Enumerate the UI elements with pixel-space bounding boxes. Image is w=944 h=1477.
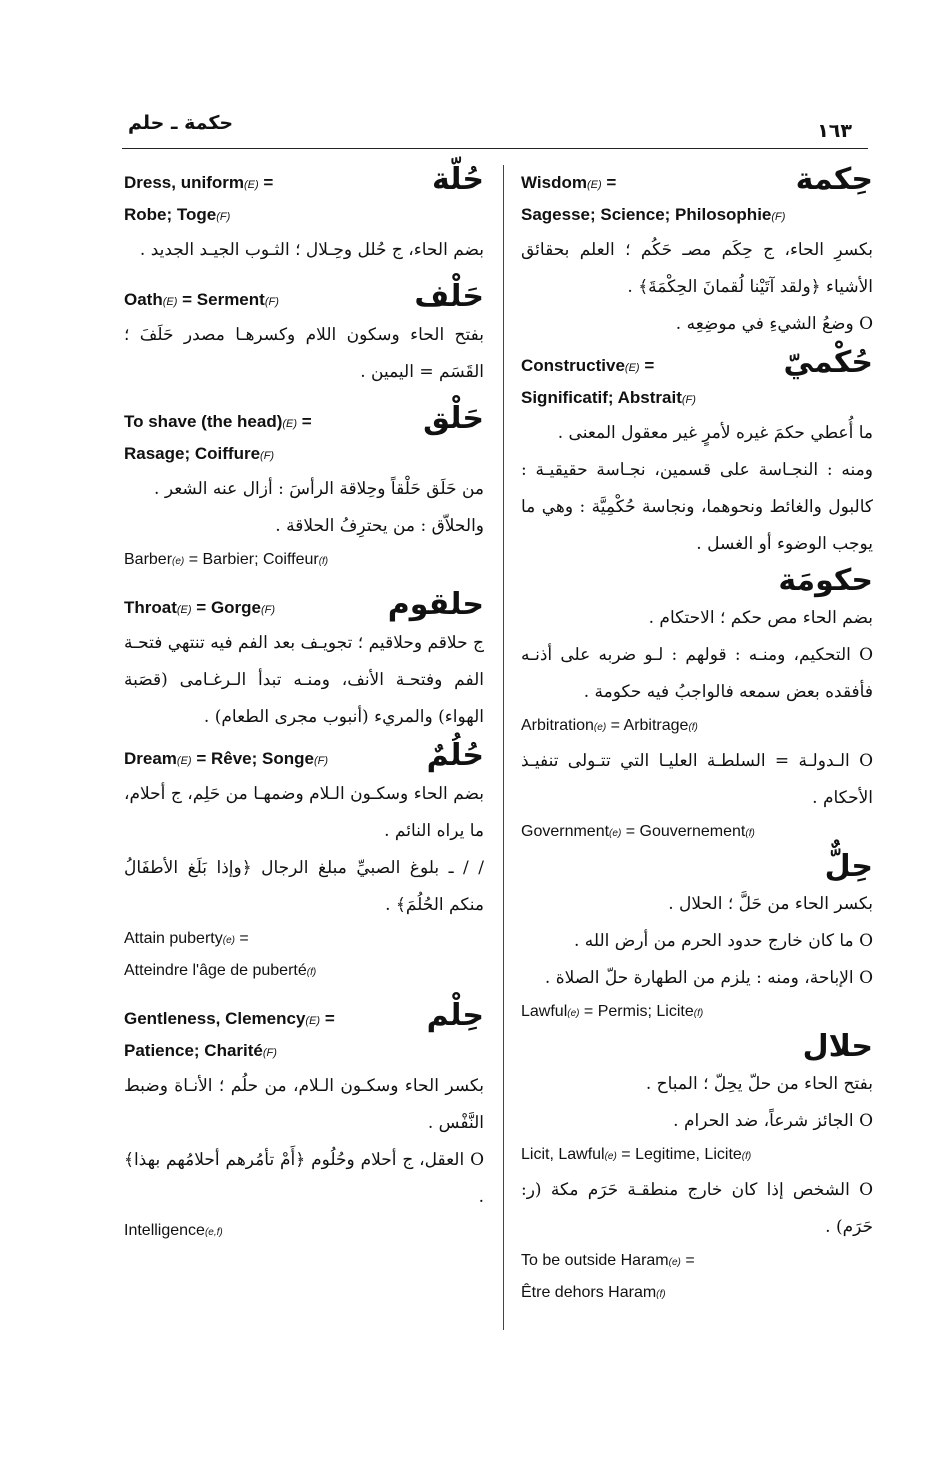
entry-hulum — [124, 738, 484, 988]
english-gloss: To shave (the head)(E) = — [124, 412, 312, 431]
headword: حِكمة — [795, 162, 873, 197]
entry-hill — [521, 849, 873, 1029]
gloss-line: Licit, Lawful(e) = Legitime, Licite(f) — [521, 1146, 752, 1163]
gloss-line: Lawful(e) = Permis; Licite(f) — [521, 1003, 704, 1020]
definition: والحلاّق : من يحترِفُ الحلاقة . — [275, 516, 484, 536]
french-gloss: Rasage; Coiffure(F) — [124, 444, 275, 463]
headword: حلقوم — [387, 587, 484, 622]
headword: حكومَة — [778, 563, 873, 598]
gloss-line: Atteindre l'âge de puberté(f) — [124, 962, 317, 979]
english-gloss: Gentleness, Clemency(E) = — [124, 1009, 335, 1028]
english-gloss: Dress, uniform(E) = — [124, 173, 274, 192]
gloss-line: Oath(E) = Serment(F) — [124, 290, 279, 309]
entry-hukuma — [521, 563, 873, 849]
definition: بفتح الحاء من حلّ يحِلّ ؛ المباح . — [645, 1074, 873, 1094]
right-column — [521, 162, 873, 1310]
definition: بضم الحاء مص حكم ؛ الاحتكام . — [648, 608, 873, 628]
gloss-line: Attain puberty(e) = — [124, 930, 249, 947]
definition: O الـدولـة = السلطـة العليـا التي تتـولى تنفيـذ الأحكام . — [521, 751, 873, 808]
definition: بضم الحاء، ج حُلل وحِـلال ؛ الثـوب الجيـد الجديد . — [139, 240, 484, 260]
english-gloss: Wisdom(E) = — [521, 173, 617, 192]
headword: حلال — [802, 1029, 873, 1064]
gloss-line: Intelligence(e,f) — [124, 1222, 223, 1239]
headword: حِلٌّ — [824, 849, 873, 884]
headword: حِلْم — [426, 998, 484, 1033]
gloss-line: Government(e) = Gouvernement(f) — [521, 823, 755, 840]
entry-hulqum — [124, 587, 484, 736]
french-gloss: Patience; Charité(F) — [124, 1041, 277, 1060]
entry-hikma — [521, 162, 873, 343]
headword: حُلّة — [431, 162, 484, 197]
definition: O التحكيم، ومنـه : قولهم : لـو ضربه على أذنـه فأفقده بعض سمعه فالواجبُ فيه حكومة . — [521, 645, 873, 702]
headword: حُلُمٌ — [426, 738, 484, 773]
definition: بفتح الحاء وسكون اللام وكسرهـا مصدر حَلَفَ ؛ القَسَم = اليمين . — [124, 325, 484, 382]
entry-hilm — [124, 998, 484, 1248]
headword: حُكْميّ — [783, 345, 873, 380]
definition: ومنه : النجـاسة على قسمين، نجـاسة حقيقيـة : كالبول والغائط ونحوهما، ونجاسة حُكْمِيَّة : وهي ما يوجب الوضوء أو الغسل . — [521, 460, 873, 554]
definition: O الإباحة، ومنه : يلزم من الطهارة حلّ الصلاة . — [544, 968, 873, 988]
left-column — [124, 162, 484, 1248]
french-gloss: Robe; Toge(F) — [124, 205, 231, 224]
definition: / / ـ بلوغ الصبيِّ مبلغ الرجال ﴿وإذا بَلَغ الأطفَالُ منكم الحُلُمَ﴾ . — [124, 858, 484, 915]
page-number: ١٦٣ — [817, 120, 852, 142]
definition: O العقل، ج أحلام وحُلُوم ﴿أَمْ تأمُرهم أحلامُهم بهذا﴾ . — [124, 1150, 484, 1207]
entry-hulla — [124, 162, 484, 269]
gloss-line: Throat(E) = Gorge(F) — [124, 598, 276, 617]
definition: O ما كان خارج حدود الحرم من أرض الله . — [573, 931, 873, 951]
gloss-line: Dream(E) = Rêve; Songe(F) — [124, 749, 328, 768]
gloss-line: Être dehors Haram(f) — [521, 1284, 666, 1301]
definition: من حَلَق حَلْقاً وحِلاقة الرأسَ : أزال عنه الشعر . — [154, 479, 484, 499]
definition: O الجائز شرعاً، ضد الحرام . — [673, 1111, 873, 1131]
definition: بكسرِ الحاء، ج حِكَم مصـ حَكُم ؛ العلم بحقائق الأشياء ﴿ولقد آتَيْنا لُقمانَ الحِكْمَةَ﴾ . — [521, 240, 873, 297]
gloss-line: To be outside Haram(e) = — [521, 1252, 695, 1269]
header-rule — [122, 148, 868, 149]
gloss-line: Barber(e) = Barbier; Coiffeur(f) — [124, 551, 329, 568]
french-gloss: Sagesse; Science; Philosophie(F) — [521, 205, 786, 224]
entry-halq — [124, 401, 484, 577]
column-divider — [503, 165, 504, 1330]
french-gloss: Significatif; Abstrait(F) — [521, 388, 696, 407]
definition: ج حلاقم وحلاقيم ؛ تجويـف بعد الفم فيه تنتهي فتحـة الفم وفتحـة الأنف، ومنـه تبدأ الـرغـامى (قصَبة الهواء) والمريء (أنبوب مجرى الطعام) . — [124, 633, 484, 727]
gloss-line: Arbitration(e) = Arbitrage(f) — [521, 717, 698, 734]
definition: ما أُعطي حكمَ غيره لأمرٍ غير معقول المعنى . — [557, 423, 873, 443]
entry-half — [124, 279, 484, 391]
english-gloss: Constructive(E) = — [521, 356, 655, 375]
headword: حَلْف — [414, 279, 484, 314]
definition: O وضعُ الشيءِ في موضِعِه . — [675, 314, 873, 334]
definition: بضم الحاء وسكـون الـلام وضمهـا من حَلِم، ج أحلام، ما يراه النائم . — [124, 784, 484, 841]
entry-halal — [521, 1029, 873, 1310]
definition: بكسر الحاء وسكـون الـلام، من حلُم ؛ الأنـاة وضبط النَّفْس . — [124, 1076, 484, 1133]
definition: بكسر الحاء من حَلَّ ؛ الحلال . — [668, 894, 873, 914]
running-title: حكمة ـ حلم — [128, 112, 234, 134]
entry-hukmi — [521, 345, 873, 563]
headword: حَلْق — [423, 401, 484, 436]
definition: O الشخص إذا كان خارج منطقـة حَرَم مكة (ر: حَرَم) . — [521, 1180, 873, 1237]
